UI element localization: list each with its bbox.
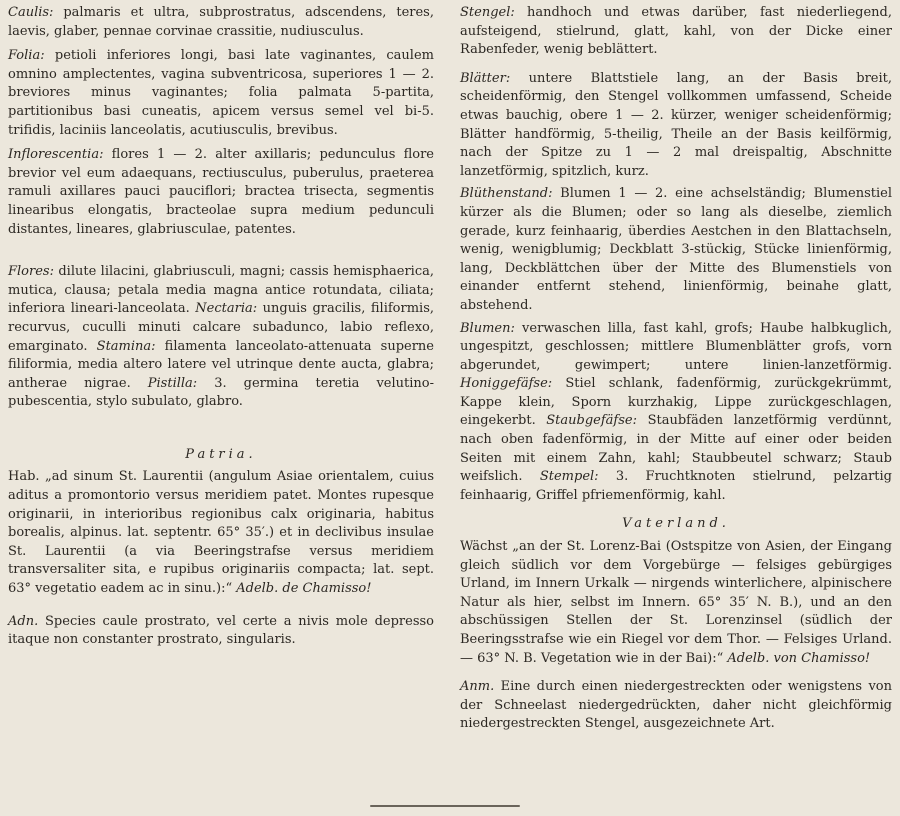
adnotatio-paragraph (8, 613, 434, 650)
vaterland-paragraph (460, 538, 892, 668)
nectaria-text: unguis gracilis, filiformis, recurvus, cuculli minuti calcare subaduncо, labio reflexo, emarginato. (8, 301, 434, 354)
caulis-text: palmaris et ultra, subprostratus, adscendens, teres, laevis, glaber, pennae corvinae crassitie, nudiusculus. (8, 5, 434, 39)
stempel-text: 3. Fruchtknoten stielrund, pelzartig feinhaarig, Griffel pfriemenförmig, kahl. (460, 469, 892, 503)
nectaria-label: Nectaria: (195, 301, 258, 317)
stempel-label: Stempel: (539, 469, 599, 485)
blaetter-text: untere Blattstiele lang, an der Basis breit, scheidenförmig, den Stengel vollkommen umfassend, Scheide etwas bauchig, obere 1 — 2. kürzer, weniger scheidenförmig; Blätter handförmig, 5-theilig, Theile an der Basis keilförmig, nach der Spitze zu 1 — 2 mal dreispaltig, Abschnitte lanzetförmig, spitzlich, kurz. (460, 70, 892, 179)
anmerkung-label: Anm. (460, 679, 495, 695)
bluethenstand-text: Blumen 1 — 2. eine achselständig; Blumenstiel kürzer als die Blumen; oder so lang als dieselbe, ziemlich gerade, kurz feinhaarig, überdies Aestchen in den Blattachseln, wenig, wenigblumig; Deckblatt 3-stückig, Stücke linienförmig, lang, Deckblättchen über der Mitte des Blumenstiels von einander entfernt stehend, linienförmig, beinahe glatt, abstehend. (460, 186, 892, 313)
german-column (460, 4, 892, 734)
pistilla-text: 3. germina teretia velutino-pubescentia, stylo subulato, glabro. (8, 375, 434, 410)
anmerkung-paragraph (460, 678, 892, 734)
inflorescentia-text: flores 1 — 2. alter axillaris; pedunculus flore brevior vel eum adaequans, rectiusculus, puberulus, praeterea ramuli axillares pauci pauciflori; bractea trisecta, segmentis linearibus elongatis, bracteolae supra medium pedunculi distantes, lineares, glabriusculae, patentes. (8, 147, 434, 237)
stamina-text: filamenta lanceolato-attenuata superne filiformia, media altero latere vel utrinque dente aucta, glabra; antherae nigrae. (8, 338, 434, 391)
blumen-text: verwaschen lilla, fast kahl, grofs; Haube halbkuglich, ungespitzt, geschlossen; mittlere Blumenblätter grofs, vorn abgerundet, gewimpert; untere linien-lanzetförmig. (460, 320, 892, 373)
habitat-paragraph (8, 468, 434, 598)
staubgefaesse-label: Staubgefäfse: (546, 413, 637, 429)
vaterland-text: Wächst „an der St. Lorenz-Bai (Ostspitze von Asien, der Eingang gleich südlich vor dem Vorgebürge — felsiges gebürgiges Urland, im Innern Urkalk — nirgends winterlichere, alpinischere Natur als hier, selbst im Innern. 65° 35′ N. B.), und an den abschüssigen Stellen der St. Lorenzinsel (südlich der Beeringsstrafse wie ein Riegel vor dem Thor. — Felsiges Urland. — 63° N. B. Vegetation wie in der Bai):“ (460, 539, 892, 666)
vaterland-heading: Vaterland. (622, 516, 730, 532)
stengel-label: Stengel: (460, 5, 515, 20)
flores-label: Flores: (8, 264, 54, 280)
caulis-paragraph (8, 4, 434, 41)
patria-heading: Patria. (185, 446, 257, 462)
bluethenstand-paragraph (460, 185, 892, 315)
latin-column (8, 4, 434, 650)
flores-paragraph (8, 263, 434, 412)
stengel-paragraph (460, 4, 892, 60)
inflorescentia-paragraph (8, 146, 434, 239)
footer-rule (370, 805, 520, 807)
folia-paragraph (8, 47, 434, 140)
honiggefaesse-label: Honiggefäfse: (460, 376, 553, 392)
caulis-label: Caulis: (8, 5, 54, 20)
stengel-text: handhoch und etwas darüber, fast niederliegend, aufsteigend, stielrund, glatt, kahl, von der Dicke einer Rabenfeder, wenig beblättert. (460, 5, 892, 58)
honiggefaesse-text: Stiel schlank, fadenförmig, zurückgekrümmt, Kappe klein, Sporn kurzhakig, Lippe zurückgeschlagen, eingekerbt. (460, 376, 892, 429)
habitat-author: Adelb. de Chamisso! (236, 581, 372, 597)
staubgefaesse-text: Staubfäden lanzetförmig verdünnt, nach oben fadenförmig, in der Mitte auf einer oder beiden Seiten mit einem Zahn, kahl; Staubbeutel schwarz; Staub weifslich. (460, 413, 892, 485)
blumen-paragraph (460, 320, 892, 506)
inflorescentia-label: Inflorescentia: (8, 147, 104, 163)
blaetter-label: Blätter: (460, 70, 511, 86)
adnotatio-label: Adn. (8, 613, 39, 629)
folia-label: Folia: (8, 48, 45, 64)
adnotatio-text: Species caule prostrato, vel certe a nivis mole depresso itaque non constanter prostrato, singularis. (8, 613, 434, 648)
folia-text: petioli inferiores longi, basi late vaginantes, caulem omnino amplectentes, vagina subventricosa, superiores 1 — 2. breviores minus vaginantes; folia palmata 5-partita, partitionibus basi cuneatis, apicem versus semel vel bi-5. trifidis, laciniis lanceolatis, acutiusculis, brevibus. (8, 48, 434, 138)
vaterland-author: Adelb. von Chamisso! (727, 650, 871, 666)
stamina-label: Stamina: (96, 338, 156, 354)
anmerkung-text: Eine durch einen niedergestreckten oder wenigstens von der Schneelast niedergedrückten, daher nicht gleichförmig niedergestreckten Stengel, ausgezeichnete Art. (460, 679, 892, 732)
pistilla-label: Pistilla: (147, 375, 198, 391)
flores-text: dilute lilacini, glabriusculi, magni; cassis hemisphaerica, mutica, clausa; petala media magna antice rotundata, ciliata; inferiora lineari-lanceolata. (8, 264, 434, 317)
bluethenstand-label: Blüthenstand: (460, 186, 553, 202)
blaetter-paragraph (460, 70, 892, 182)
blumen-label: Blumen: (460, 320, 515, 336)
habitat-text: Hab. „ad sinum St. Laurentii (angulum Asiae orientalem, cuius aditus a promontorio versus meridiem patet. Montes rupesque originarii, in interioribus regionibus calx originaria, habitus borealis, alpinus. lat. septentr. 65° 35′.) et in declivibus insulae St. Laurentii (a via Beeringstrafse versus meridiem transversaliter sita, e rupibus originariis compacta; lat. sept. 63° vegetatio eadem ac in sinu.):“ (8, 469, 434, 597)
